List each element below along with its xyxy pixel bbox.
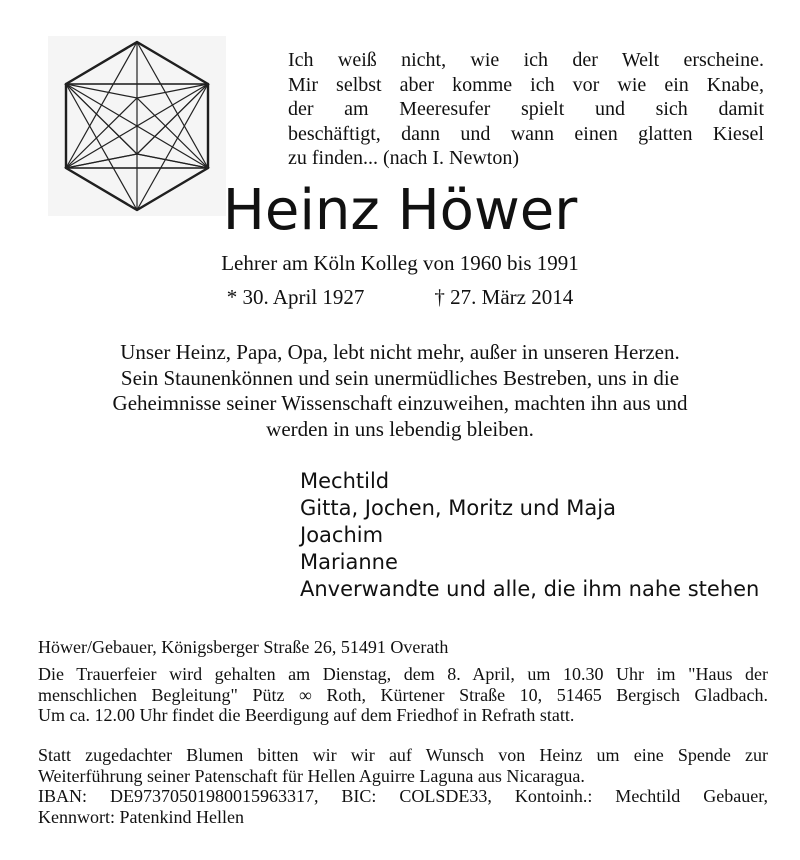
quote-line: Mir selbst aber komme ich vor wie ein Knabe,: [288, 73, 764, 96]
mourner-name: Anverwandte und alle, die ihm nahe stehen: [300, 577, 760, 601]
tribute-line: werden in uns lebendig bleiben.: [266, 416, 534, 441]
donation-line: Weiterführung seiner Patenschaft für Hellen Aguirre Laguna aus Nicaragua.: [38, 765, 585, 786]
deceased-role: Lehrer am Köln Kolleg von 1960 bis 1991: [221, 251, 579, 275]
newton-quote: [288, 48, 764, 171]
mourner-name: Mechtild: [300, 469, 390, 493]
mourner-name: Marianne: [300, 550, 398, 574]
death-date: † 27. März 2014: [434, 285, 574, 309]
service-line: Um ca. 12.00 Uhr findet die Beerdigung auf dem Friedhof in Refrath statt.: [38, 705, 575, 725]
service-line: Die Trauerfeier wird gehalten am Dienstag, dem 8. April, um 10.30 Uhr im "Haus der: [38, 664, 768, 684]
quote-line: der am Meeresufer spielt und sich damit: [288, 98, 764, 120]
birth-date: * 30. April 1927: [226, 285, 365, 309]
mourner-name: Gitta, Jochen, Moritz und Maja: [300, 496, 616, 520]
family-address: Höwer/Gebauer, Königsberger Straße 26, 51491 Overath: [38, 637, 449, 657]
quote-line: beschäftigt, dann und wann einen glatten Kiesel: [288, 122, 764, 145]
quote-line: Ich weiß nicht, wie ich der Welt erscheine.: [288, 49, 764, 71]
donation-line: Kennwort: Patenkind Hellen: [38, 806, 244, 827]
tribute-text: [40, 340, 760, 442]
tribute-line: Geheimnisse seiner Wissenschaft einzuweihen, machten ihn aus und: [112, 391, 688, 415]
mourner-name: Joachim: [300, 523, 384, 547]
life-dates: [0, 284, 800, 310]
quote-line: zu finden... (nach I. Newton): [288, 147, 520, 169]
donation-info: [38, 745, 768, 827]
mourners-list: [300, 468, 780, 603]
donation-line: Statt zugedachter Blumen bitten wir wir auf Wunsch von Heinz um eine Spende zur: [38, 745, 768, 765]
donation-line: IBAN: DE97370501980015963317, BIC: COLSDE33, Kontoinh.: Mechtild Gebauer,: [38, 786, 768, 806]
deceased-name: Heinz Höwer: [222, 178, 578, 243]
tribute-line: Sein Staunenkönnen und sein unermüdliches Bestreben, uns in die: [120, 365, 680, 390]
service-line: menschlichen Begleitung" Pütz ∞ Roth, Kürtener Straße 10, 51465 Bergisch Gladbach.: [38, 684, 768, 705]
tribute-line: Unser Heinz, Papa, Opa, lebt nicht mehr, außer in unseren Herzen.: [120, 340, 680, 364]
funeral-service-info: [38, 664, 768, 726]
